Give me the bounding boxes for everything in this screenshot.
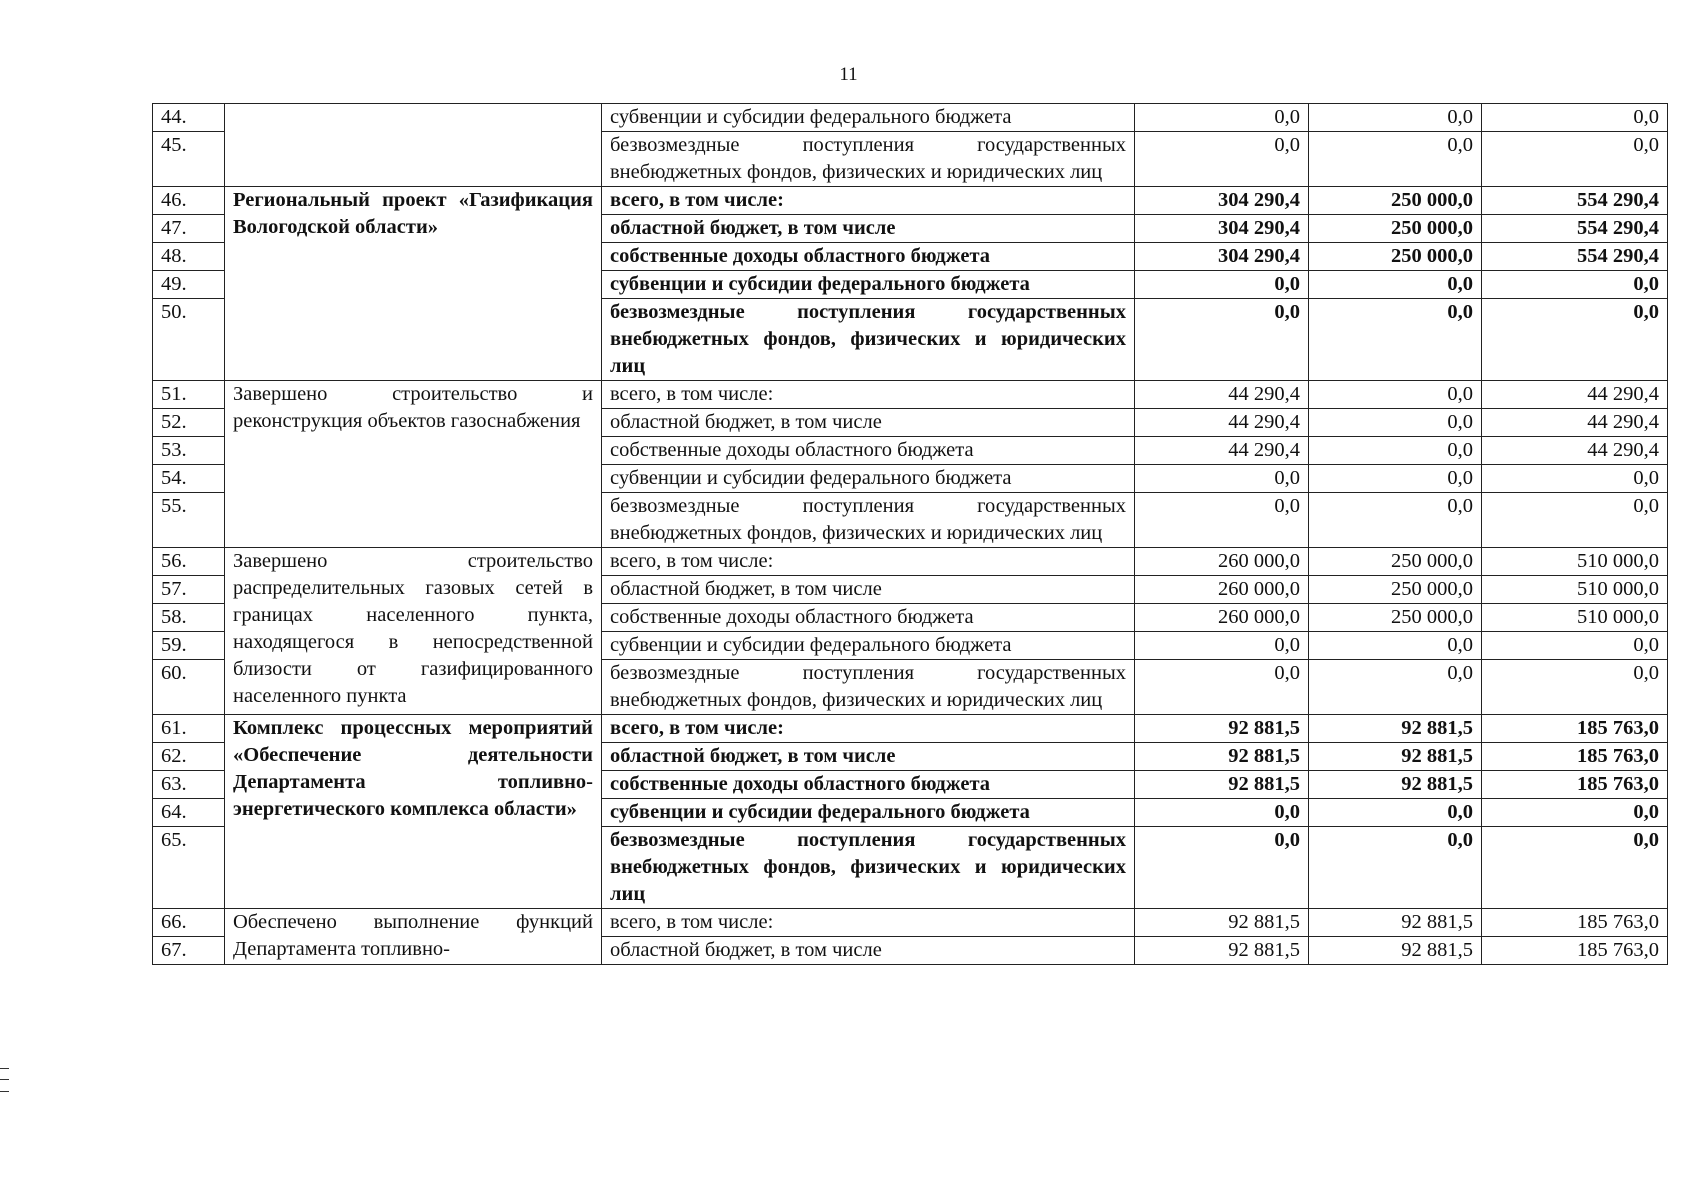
year-value: 304 290,4 <box>1135 243 1309 271</box>
funding-source: безвозмездные поступления государственных внебюджетных фондов, физических и юридических лиц <box>602 299 1135 381</box>
total-value: 185 763,0 <box>1482 909 1668 937</box>
total-value: 554 290,4 <box>1482 243 1668 271</box>
funding-source: собственные доходы областного бюджета <box>602 437 1135 465</box>
activity-name: Региональный проект «Газификация Вологодской области» <box>225 187 602 381</box>
year-value: 44 290,4 <box>1135 409 1309 437</box>
funding-source: собственные доходы областного бюджета <box>602 243 1135 271</box>
total-value: 0,0 <box>1482 104 1668 132</box>
year-value: 250 000,0 <box>1309 187 1482 215</box>
year-value: 0,0 <box>1309 409 1482 437</box>
funding-source: областной бюджет, в том числе <box>602 743 1135 771</box>
activity-name: Завершено строительство и реконструкция объектов газоснабжения <box>225 381 602 548</box>
row-number: 50. <box>153 299 225 381</box>
total-value: 510 000,0 <box>1482 548 1668 576</box>
funding-source: всего, в том числе: <box>602 909 1135 937</box>
row-number: 66. <box>153 909 225 937</box>
year-value: 304 290,4 <box>1135 215 1309 243</box>
total-value: 510 000,0 <box>1482 604 1668 632</box>
row-number: 48. <box>153 243 225 271</box>
funding-source: всего, в том числе: <box>602 381 1135 409</box>
total-value: 185 763,0 <box>1482 771 1668 799</box>
year-value: 0,0 <box>1135 632 1309 660</box>
year-value: 0,0 <box>1135 799 1309 827</box>
year-value: 260 000,0 <box>1135 604 1309 632</box>
row-number: 59. <box>153 632 225 660</box>
table-row <box>153 187 1668 215</box>
year-value: 250 000,0 <box>1309 243 1482 271</box>
total-value: 0,0 <box>1482 299 1668 381</box>
activity-name: Обеспечено выполнение функций Департамента топливно- <box>225 909 602 965</box>
year-value: 92 881,5 <box>1135 937 1309 965</box>
row-number: 64. <box>153 799 225 827</box>
funding-source: безвозмездные поступления государственных внебюджетных фондов, физических и юридических лиц <box>602 493 1135 548</box>
row-number: 44. <box>153 104 225 132</box>
total-value: 0,0 <box>1482 493 1668 548</box>
year-value: 0,0 <box>1309 437 1482 465</box>
row-number: 61. <box>153 715 225 743</box>
row-number: 49. <box>153 271 225 299</box>
table-row <box>153 548 1668 576</box>
funding-source: областной бюджет, в том числе <box>602 576 1135 604</box>
activity-name: Комплекс процессных мероприятий «Обеспечение деятельности Департамента топливно-энергетического комплекса области» <box>225 715 602 909</box>
total-value: 510 000,0 <box>1482 576 1668 604</box>
year-value: 0,0 <box>1309 799 1482 827</box>
activity-name: Завершено строительство распределительных газовых сетей в границах населенного пункта, находящегося в непосредственной близости от газифицированного населенного пункта <box>225 548 602 715</box>
funding-source: безвозмездные поступления государственных внебюджетных фондов, физических и юридических лиц <box>602 827 1135 909</box>
total-value: 0,0 <box>1482 827 1668 909</box>
page-number: 11 <box>839 64 858 85</box>
year-value: 0,0 <box>1135 104 1309 132</box>
funding-source: субвенции и субсидии федерального бюджета <box>602 632 1135 660</box>
total-value: 0,0 <box>1482 132 1668 187</box>
year-value: 44 290,4 <box>1135 381 1309 409</box>
year-value: 0,0 <box>1309 299 1482 381</box>
row-number: 67. <box>153 937 225 965</box>
row-number: 60. <box>153 660 225 715</box>
row-number: 63. <box>153 771 225 799</box>
row-number: 45. <box>153 132 225 187</box>
year-value: 0,0 <box>1135 465 1309 493</box>
total-value: 44 290,4 <box>1482 437 1668 465</box>
year-value: 0,0 <box>1309 465 1482 493</box>
year-value: 92 881,5 <box>1135 771 1309 799</box>
year-value: 250 000,0 <box>1309 215 1482 243</box>
year-value: 0,0 <box>1135 660 1309 715</box>
row-number: 54. <box>153 465 225 493</box>
year-value: 260 000,0 <box>1135 576 1309 604</box>
year-value: 0,0 <box>1309 104 1482 132</box>
total-value: 554 290,4 <box>1482 187 1668 215</box>
budget-table-body <box>153 104 1668 965</box>
year-value: 92 881,5 <box>1309 715 1482 743</box>
row-number: 46. <box>153 187 225 215</box>
total-value: 44 290,4 <box>1482 381 1668 409</box>
total-value: 185 763,0 <box>1482 743 1668 771</box>
year-value: 250 000,0 <box>1309 576 1482 604</box>
funding-source: областной бюджет, в том числе <box>602 409 1135 437</box>
funding-source: всего, в том числе: <box>602 715 1135 743</box>
total-value: 44 290,4 <box>1482 409 1668 437</box>
row-number: 56. <box>153 548 225 576</box>
year-value: 0,0 <box>1309 632 1482 660</box>
year-value: 0,0 <box>1135 827 1309 909</box>
year-value: 92 881,5 <box>1309 909 1482 937</box>
total-value: 0,0 <box>1482 632 1668 660</box>
row-number: 47. <box>153 215 225 243</box>
year-value: 250 000,0 <box>1309 548 1482 576</box>
year-value: 0,0 <box>1135 271 1309 299</box>
total-value: 0,0 <box>1482 271 1668 299</box>
year-value: 0,0 <box>1135 132 1309 187</box>
funding-source: всего, в том числе: <box>602 548 1135 576</box>
year-value: 260 000,0 <box>1135 548 1309 576</box>
row-number: 51. <box>153 381 225 409</box>
year-value: 0,0 <box>1309 132 1482 187</box>
funding-source: областной бюджет, в том числе <box>602 215 1135 243</box>
table-row <box>153 715 1668 743</box>
total-value: 185 763,0 <box>1482 715 1668 743</box>
funding-source: областной бюджет, в том числе <box>602 937 1135 965</box>
year-value: 92 881,5 <box>1135 743 1309 771</box>
row-number: 58. <box>153 604 225 632</box>
total-value: 554 290,4 <box>1482 215 1668 243</box>
table-row <box>153 909 1668 937</box>
year-value: 304 290,4 <box>1135 187 1309 215</box>
year-value: 92 881,5 <box>1309 771 1482 799</box>
year-value: 0,0 <box>1309 493 1482 548</box>
funding-source: безвозмездные поступления государственных внебюджетных фондов, физических и юридических лиц <box>602 132 1135 187</box>
activity-name <box>225 104 602 187</box>
budget-table <box>152 103 1668 965</box>
year-value: 250 000,0 <box>1309 604 1482 632</box>
table-row <box>153 104 1668 132</box>
total-value: 0,0 <box>1482 799 1668 827</box>
row-number: 53. <box>153 437 225 465</box>
funding-source: собственные доходы областного бюджета <box>602 604 1135 632</box>
funding-source: субвенции и субсидии федерального бюджета <box>602 465 1135 493</box>
total-value: 185 763,0 <box>1482 937 1668 965</box>
row-number: 52. <box>153 409 225 437</box>
funding-source: субвенции и субсидии федерального бюджета <box>602 104 1135 132</box>
row-number: 57. <box>153 576 225 604</box>
year-value: 44 290,4 <box>1135 437 1309 465</box>
table-row <box>153 381 1668 409</box>
total-value: 0,0 <box>1482 465 1668 493</box>
row-number: 55. <box>153 493 225 548</box>
year-value: 0,0 <box>1309 271 1482 299</box>
funding-source: безвозмездные поступления государственных внебюджетных фондов, физических и юридических лиц <box>602 660 1135 715</box>
year-value: 92 881,5 <box>1135 909 1309 937</box>
year-value: 0,0 <box>1309 827 1482 909</box>
funding-source: всего, в том числе: <box>602 187 1135 215</box>
year-value: 0,0 <box>1309 381 1482 409</box>
total-value: 0,0 <box>1482 660 1668 715</box>
row-number: 62. <box>153 743 225 771</box>
row-number: 65. <box>153 827 225 909</box>
funding-source: субвенции и субсидии федерального бюджета <box>602 799 1135 827</box>
year-value: 92 881,5 <box>1135 715 1309 743</box>
year-value: 0,0 <box>1309 660 1482 715</box>
year-value: 92 881,5 <box>1309 743 1482 771</box>
year-value: 0,0 <box>1135 493 1309 548</box>
year-value: 92 881,5 <box>1309 937 1482 965</box>
margin-mark <box>0 1068 9 1092</box>
funding-source: субвенции и субсидии федерального бюджета <box>602 271 1135 299</box>
year-value: 0,0 <box>1135 299 1309 381</box>
funding-source: собственные доходы областного бюджета <box>602 771 1135 799</box>
